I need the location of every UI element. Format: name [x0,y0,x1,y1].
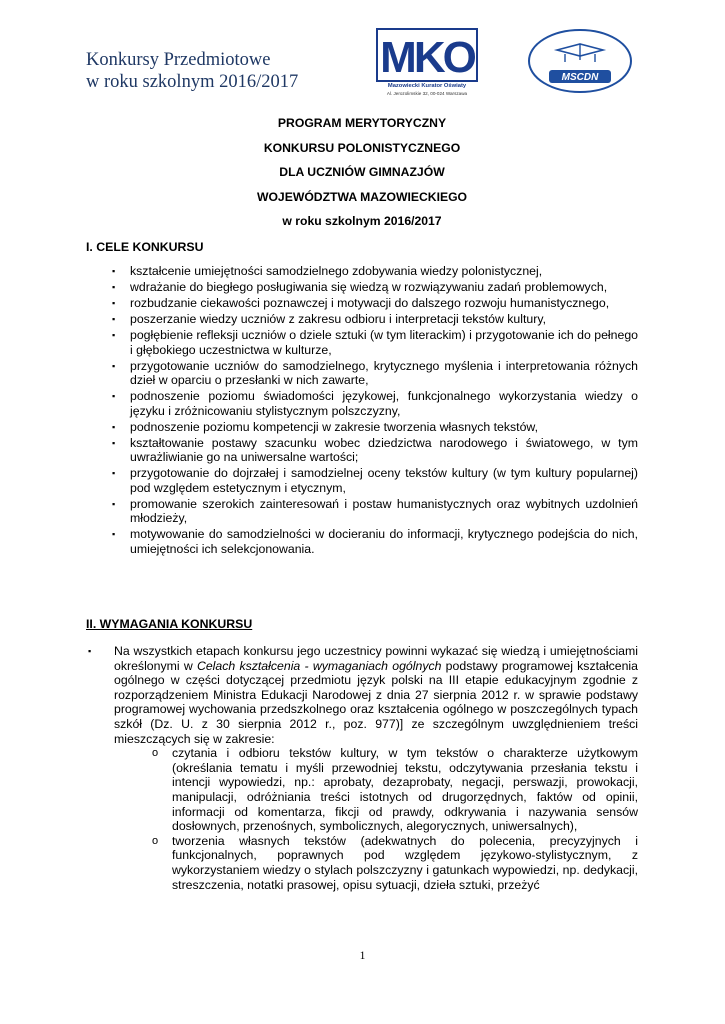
mko-caption-address: Al. Jerozolimskie 32, 00-024 Warszawa [386,91,468,96]
list-item: ▪ motywowanie do samodzielności w docieraniu do informacji, krytycznego podejścia do nich, umiejętności ich selekcjonowania. [112,527,638,556]
bullet-icon: ▪ [112,529,116,540]
list-item: ▪ promowanie szerokich zainteresowań i postaw humanistycznych oraz wybitnych uzdolnień młodzieży, [112,496,638,526]
circle-bullet-icon: o [152,747,159,760]
header-title-line2: w roku szkolnym 2016/2017 [86,72,299,92]
section1-heading: I. CELE KONKURSU [86,240,204,254]
title-line1: PROGRAM MERYTORYCZNY [277,116,447,130]
bullet-icon: ▪ [112,360,116,371]
title-line2: KONKURSU POLONISTYCZNEGO [263,140,461,155]
list-item: ▪ podnoszenie poziomu kompetencji w zakresie tworzenia własnych tekstów, [112,419,539,434]
title-line4: WOJEWÓDZTWA MAZOWIECKIEGO [256,189,468,204]
title-line3: DLA UCZNIÓW GIMNAZJÓW [279,165,445,179]
requirements-section [86,644,638,892]
goals-list [86,264,638,558]
mko-logo-text: MKO [380,33,474,82]
intro-text: Na wszystkich etapach konkursu jego uczestnicy powinni wykazać się wiedzą i umiejętnościami określonymi w [114,644,638,673]
list-item: ▪ kształcenie umiejętności samodzielnego zdobywania wiedzy polonistycznej, [112,264,543,278]
bullet-icon: ▪ [112,421,116,432]
title-line5: w roku szkolnym 2016/2017 [282,214,442,228]
bullet-icon: ▪ [112,498,116,509]
list-item: ▪ przygotowanie do dojrzałej i samodzielnej oceny tekstów kultury (w tym kultury popularnej) pod względem estetycznym i etycznym, [112,466,638,495]
list-item: ▪ kształtowanie postawy szacunku wobec dziedzictwa narodowego i światowego, w tym uwrażliwianie go na uniwersalne wartości; [112,435,638,465]
requirements-paragraph [86,644,638,746]
header-title-line1: Konkursy Przedmiotowe [86,50,271,70]
mko-caption [374,83,480,97]
list-item: ▪ wdrażanie do biegłego posługiwania się wiedzą w rozwiązywaniu zadań problemowych, [112,279,608,294]
mko-logo [374,28,480,118]
page-number: 1 [359,950,366,962]
list-item: o tworzenia własnych tekstów (adekwatnych do polecenia, precyzyjnych i funkcjonalnych, poprawnych pod względem językowo-stylistycznym, z wykorzystaniem wiedzy o stylach polszczyzny i gatunkach wypowiedzi, np. dedykacji, streszczenia, notatki prasowej, opisu sytuacji, dzieła sztuki, przeżyć [152,833,638,892]
header-title [86,49,326,93]
list-item: ▪ rozbudzanie ciekawości poznawczej i motywacji do dalszego rozwoju humanistycznego, [112,295,610,310]
section2-heading: II. WYMAGANIA KONKURSU [86,617,253,631]
list-item: ▪ podnoszenie poziomu świadomości językowej, funkcjonalnego wykorzystania wiedzy o języku i zróżnicowaniu stylistycznym polszczyzny, [112,389,638,418]
mko-caption-name: Mazowiecki Kurator Oświaty [387,83,467,89]
circle-bullet-icon: o [152,834,159,847]
list-item: ▪ przygotowanie uczniów do samodzielnego, krytycznego myślenia i interpretowania różnych dzieł w oparciu o przesłanki w nich zawarte, [112,358,638,388]
bullet-icon: ▪ [88,646,92,656]
document-title [86,111,638,234]
bullet-icon: ▪ [112,437,116,448]
list-item: ▪ poszerzanie wiedzy uczniów z zakresu odbioru i interpretacji tekstów kultury, [112,311,546,326]
intro-text-cont: podstawy programowej kształcenia ogólnego w części dotyczącej przedmiotu język polski na III etapie edukacyjnym zgodnie z rozporządzeniem Ministra Edukacji Narodowej z dnia 27 sierpnia 2012 r. w sprawie podstawy programowej wychowania przedszkolnego oraz kształcenia ogólnego w poszczególnych typach szkół (Dz. U. z 30 sierpnia 2012 r., poz. 977)] ze szczególnym uwzględnieniem treści mieszczących się w zakresie: [114,658,638,746]
bullet-icon: ▪ [112,297,116,308]
list-item: ▪ pogłębienie refleksji uczniów o dziele sztuki (w tym literackim) i przygotowanie ich do pełnego i głębokiego uczestnictwa w kulturze, [112,327,638,357]
list-item: o czytania i odbioru tekstów kultury, w tym tekstów o charakterze użytkowym (określania tematu i myśli przewodniej tekstu, odczytywania przesłania tekstu i intencji wypowiedzi, np.: aprobaty, dezaprobaty, negacji, perswazji, prowokacji, manipulacji, odróżniania treści istotnych od drugorzędnych, faktów od opinii, informacji od komentarza, fikcji od prawdy, odkrywania i nazywania sensów dosłownych, przenośnych, symbolicznych, alegorycznych, uniwersalnych), [152,746,638,834]
bullet-icon: ▪ [112,329,116,340]
bullet-icon: ▪ [112,313,116,324]
bullet-icon: ▪ [112,281,116,292]
bullet-icon: ▪ [112,266,116,276]
bullet-icon: ▪ [112,468,116,479]
mscdn-logo [527,28,633,94]
requirements-sublist [152,746,638,892]
bullet-icon: ▪ [112,391,116,402]
intro-italic: Celach kształcenia - wymaganiach ogólnych [196,658,442,673]
mscdn-logo-text: MSCDN [561,72,599,83]
